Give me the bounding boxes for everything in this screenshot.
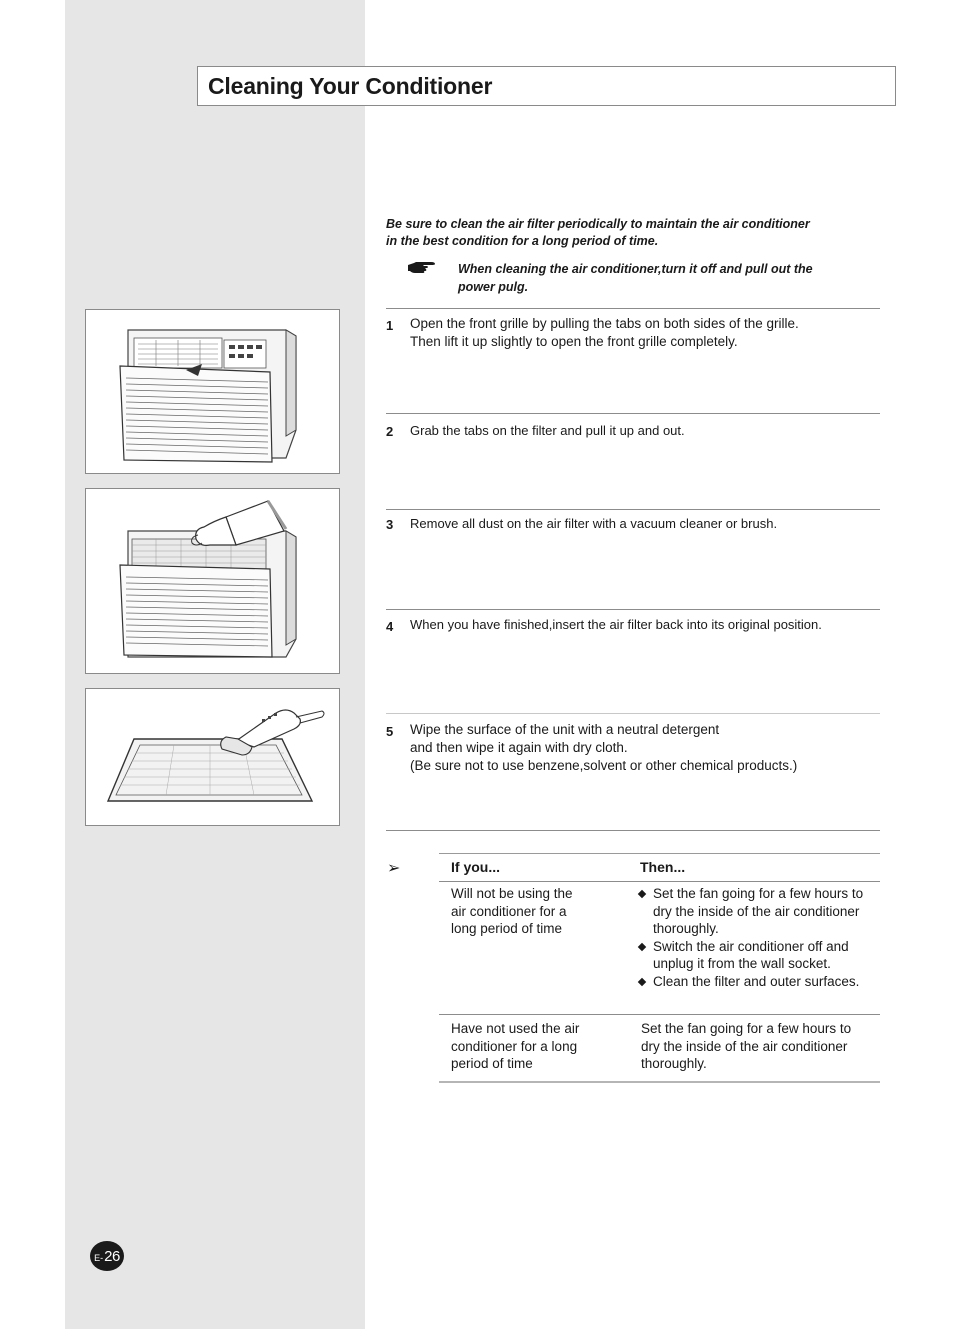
figure-1 [85, 309, 340, 474]
step-line: (Be sure not to use benzene,solvent or other chemical products.) [410, 758, 798, 773]
cell-line: period of time [451, 1056, 533, 1071]
table-row-rule [439, 1014, 880, 1015]
table-row-2-condition [451, 1020, 601, 1073]
cell-line: Set the fan going for a few hours to [641, 1021, 852, 1036]
step-3-text [410, 515, 870, 533]
page-number-badge [90, 1241, 124, 1271]
note-line: power pulg. [458, 280, 529, 294]
table-top-rule [439, 853, 880, 854]
step-1-text [410, 315, 870, 351]
page-number: 26 [104, 1247, 120, 1265]
step-line: When you have finished,insert the air filter back into its original position. [410, 617, 822, 632]
divider [386, 713, 880, 714]
page-title: Cleaning Your Conditioner [208, 73, 493, 99]
intro-line: Be sure to clean the air filter periodically to maintain the air conditioner [386, 217, 810, 231]
cell-line: long period of time [451, 921, 563, 936]
figure-3 [85, 688, 340, 826]
arrowhead-icon: ➢ [387, 860, 401, 877]
divider [386, 308, 880, 309]
table-row-1-condition [451, 885, 601, 938]
list-item [638, 973, 878, 991]
step-2-text [410, 422, 870, 440]
step-4-text [410, 616, 870, 634]
step-line: and then wipe it again with dry cloth. [410, 740, 628, 755]
step-2-number: 2 [386, 424, 394, 439]
step-line: Then lift it up slightly to open the front grille completely. [410, 334, 738, 349]
cell-line: conditioner for a long [451, 1038, 578, 1054]
divider [386, 509, 880, 510]
cell-line: Set the fan going for a few hours to [653, 886, 864, 901]
intro-text [386, 216, 856, 250]
divider [386, 413, 880, 414]
step-1-number: 1 [386, 318, 394, 333]
cell-line: Clean the filter and outer surfaces. [653, 973, 860, 989]
cell-line: Switch the air conditioner off and [653, 938, 849, 954]
divider [386, 830, 880, 831]
cell-line: dry the inside of the air conditioner [653, 903, 860, 919]
air-conditioner-filter-removal-illustration [86, 489, 338, 672]
diamond-bullet-icon [638, 942, 646, 950]
divider [386, 609, 880, 610]
pointing-hand-icon [407, 260, 437, 276]
intro-line: in the best condition for a long period of time. [386, 234, 659, 248]
step-3-number: 3 [386, 517, 394, 532]
cell-line: unplug it from the wall socket. [653, 956, 831, 971]
column-header-then: Then... [640, 859, 686, 875]
column-header-if: If you... [451, 859, 500, 875]
cell-line: thoroughly. [653, 921, 719, 936]
filter-vacuum-cleaning-illustration [86, 689, 338, 824]
step-4-number: 4 [386, 619, 394, 634]
list-item [638, 885, 878, 938]
table-header-rule [439, 881, 880, 882]
page-prefix: E- [94, 1252, 104, 1263]
table-row-2-action [641, 1020, 881, 1073]
cell-line: Will not be using the [451, 886, 573, 901]
cell-line: dry the inside of the air conditioner [641, 1038, 848, 1054]
step-5-number: 5 [386, 724, 394, 739]
diamond-bullet-icon [638, 977, 646, 985]
cell-line: thoroughly. [641, 1056, 707, 1071]
cell-line: Have not used the air [451, 1021, 580, 1036]
note-text [458, 260, 858, 296]
list-item [638, 938, 878, 973]
step-line: Grab the tabs on the filter and pull it up and out. [410, 423, 685, 438]
diamond-bullet-icon [638, 890, 646, 898]
cell-line: air conditioner for a [451, 903, 567, 919]
note-line: When cleaning the air conditioner,turn it off and pull out the [458, 262, 813, 276]
step-5-text [410, 721, 870, 775]
table-bottom-rule [439, 1081, 880, 1083]
table-row-1-action [638, 885, 878, 990]
figure-2 [85, 488, 340, 674]
step-line: Wipe the surface of the unit with a neutral detergent [410, 722, 720, 737]
step-line: Remove all dust on the air filter with a vacuum cleaner or brush. [410, 516, 778, 531]
air-conditioner-grille-open-illustration [86, 310, 338, 472]
step-line: Open the front grille by pulling the tabs on both sides of the grille. [410, 316, 799, 331]
title-box [197, 66, 896, 106]
